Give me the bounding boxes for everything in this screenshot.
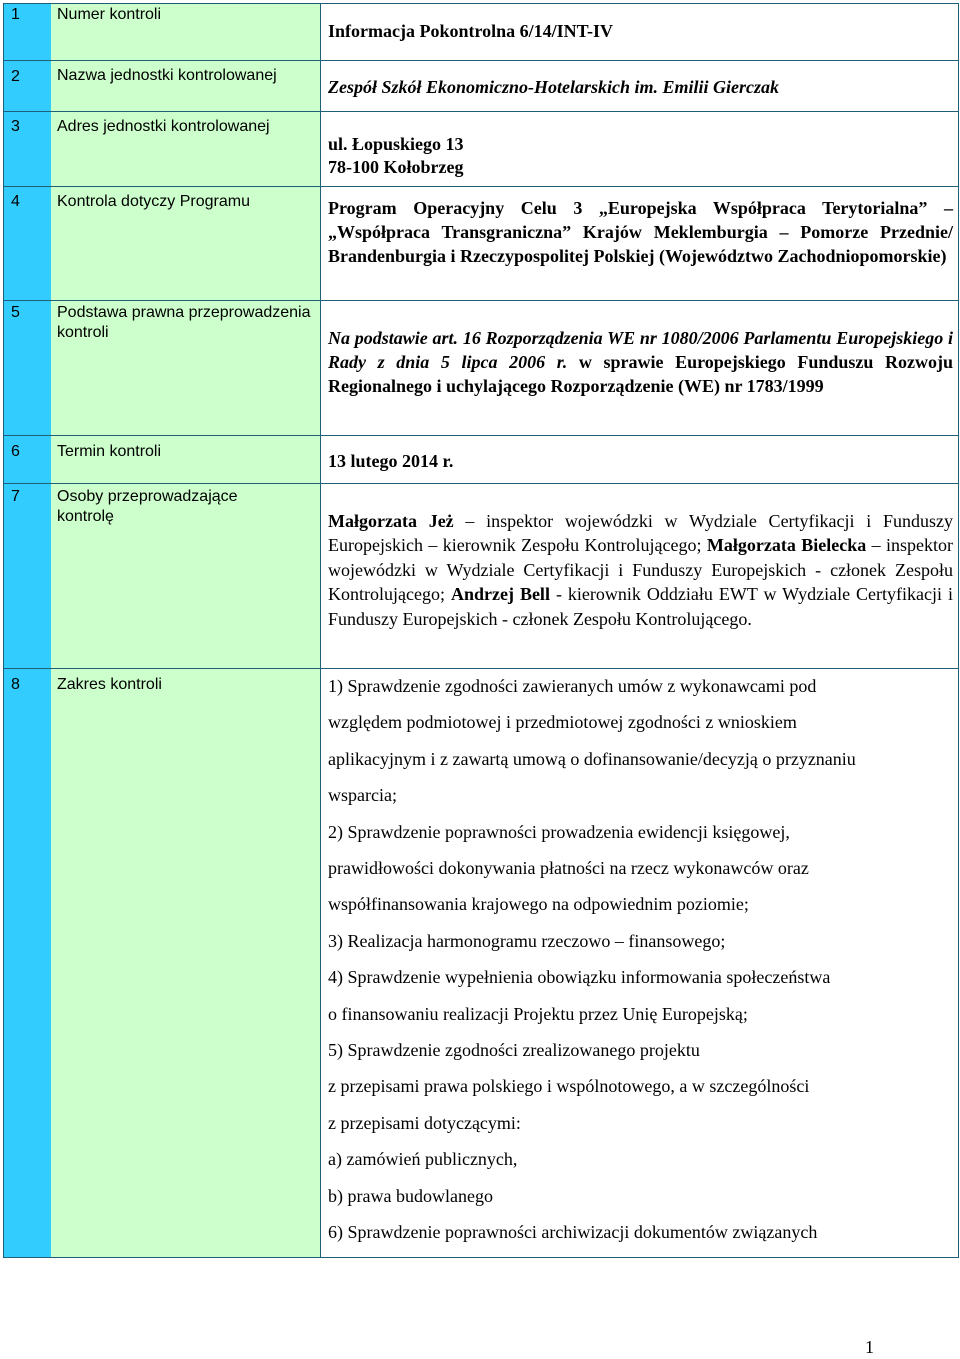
value-program: Program Operacyjny Celu 3 „Europejska Współpraca Terytorialna” – „Współpraca Transgraniczna” Krajów Meklemburgia – Pomorze Przednie/ Brandenburgia i Rzeczypospolitej Polskiej (Województwo Zachodniopomorskie): [328, 198, 953, 266]
scope-line: z przepisami prawa polskiego i wspólnotowego, a w szczególności: [328, 1076, 810, 1097]
row-number: 7: [11, 488, 20, 505]
address-city: 78-100 Kołobrzeg: [328, 157, 464, 177]
row-number: 8: [11, 676, 20, 693]
scope-line: a) zamówień publicznych,: [328, 1149, 518, 1170]
label-control-date: Termin kontroli: [57, 443, 162, 460]
scope-line: b) prawa budowlanego: [328, 1185, 493, 1206]
value-legal-basis: [328, 326, 953, 398]
scope-line: 2) Sprawdzenie poprawności prowadzenia ewidencji księgowej,: [328, 821, 790, 842]
row-number: 5: [11, 304, 20, 321]
scope-line: o finansowaniu realizacji Projektu przez Unię Europejską;: [328, 1003, 748, 1024]
scope-line: 5) Sprawdzenie zgodności zrealizowanego projektu: [328, 1040, 700, 1061]
label-control-scope: Zakres kontroli: [57, 676, 162, 693]
scope-line: 1) Sprawdzenie zgodności zawieranych umów z wykonawcami pod: [328, 676, 817, 696]
inspector-role: – inspektor wojewódzki w Wydziale Certyfikacji i Funduszy Europejskich - członek Zespołu Kontrolującego;: [328, 535, 953, 605]
label-inspectors: Osoby przeprowadzające kontrolę: [57, 488, 238, 525]
row-divider: [3, 186, 958, 187]
label-program: Kontrola dotyczy Programu: [57, 193, 250, 210]
number-column: [3, 3, 52, 1258]
value-control-number: Informacja Pokontrolna 6/14/INT-IV: [328, 21, 614, 41]
row-number: 4: [11, 193, 20, 210]
row-number: 2: [11, 68, 20, 85]
scope-line: 3) Realizacja harmonogramu rzeczowo – finansowego;: [328, 930, 726, 951]
scope-line: prawidłowości dokonywania płatności na rzecz wykonawców oraz: [328, 858, 809, 879]
scope-line: z przepisami dotyczącymi:: [328, 1112, 521, 1133]
control-info-table: [3, 3, 958, 1258]
label-unit-name: Nazwa jednostki kontrolowanej: [57, 67, 277, 84]
scope-line: 6) Sprawdzenie poprawności archiwizacji dokumentów związanych: [328, 1222, 818, 1243]
row-divider: [3, 300, 958, 301]
inspector-name: Małgorzata Bielecka: [706, 535, 867, 556]
label-legal-basis: Podstawa prawna przeprowadzenia kontroli: [57, 304, 311, 341]
row-divider: [3, 111, 958, 112]
legal-basis-regulation: Na podstawie art. 16 Rozporządzenia WE nr 1080/2006 Parlamentu Europejskiego i Rady z dnia 5 lipca 2006 r.: [328, 328, 953, 372]
row-number: 1: [11, 6, 20, 23]
legal-basis-subject: w sprawie Europejskiego Funduszu Rozwoju Regionalnego i uchylającego Rozporządzenie (WE) nr 1783/1999: [328, 352, 954, 396]
page-number: 1: [865, 1337, 874, 1357]
value-unit-address: [328, 133, 953, 179]
scope-line: względem podmiotowej i przedmiotowej zgodności z wnioskiem: [328, 712, 797, 733]
scope-line: współfinansowania krajowego na odpowiednim poziomie;: [328, 894, 749, 915]
inspector-name: Małgorzata Jeż: [328, 511, 454, 531]
row-divider: [3, 483, 958, 484]
inspector-role: - kierownik Oddziału EWT w Wydziale Certyfikacji i Funduszy Europejskich - członek Zespołu Kontrolującego.: [328, 584, 954, 629]
label-control-number: Numer kontroli: [57, 6, 162, 23]
value-control-date: 13 lutego 2014 r.: [328, 451, 454, 471]
address-street: ul. Łopuskiego 13: [328, 134, 464, 154]
row-divider: [3, 60, 958, 61]
row-divider: [3, 435, 958, 436]
label-unit-address: Adres jednostki kontrolowanej: [57, 118, 270, 135]
scope-line: 4) Sprawdzenie wypełnienia obowiązku informowania społeczeństwa: [328, 967, 831, 988]
row-number: 6: [11, 443, 20, 460]
value-inspectors: [328, 509, 953, 631]
inspector-role: – inspektor wojewódzki w Wydziale Certyfikacji i Funduszy Europejskich – kierownik Zespołu Kontrolującego;: [328, 511, 953, 556]
scope-line: wsparcia;: [328, 785, 397, 806]
value-control-scope: [328, 668, 953, 1251]
inspector-name: Andrzej Bell: [450, 584, 550, 605]
scope-line: aplikacyjnym i z zawartą umową o dofinansowanie/decyzją o przyznaniu: [328, 748, 856, 769]
row-number: 3: [11, 118, 20, 135]
value-unit-name: Zespół Szkół Ekonomiczno-Hotelarskich im. Emilii Gierczak: [328, 77, 780, 97]
